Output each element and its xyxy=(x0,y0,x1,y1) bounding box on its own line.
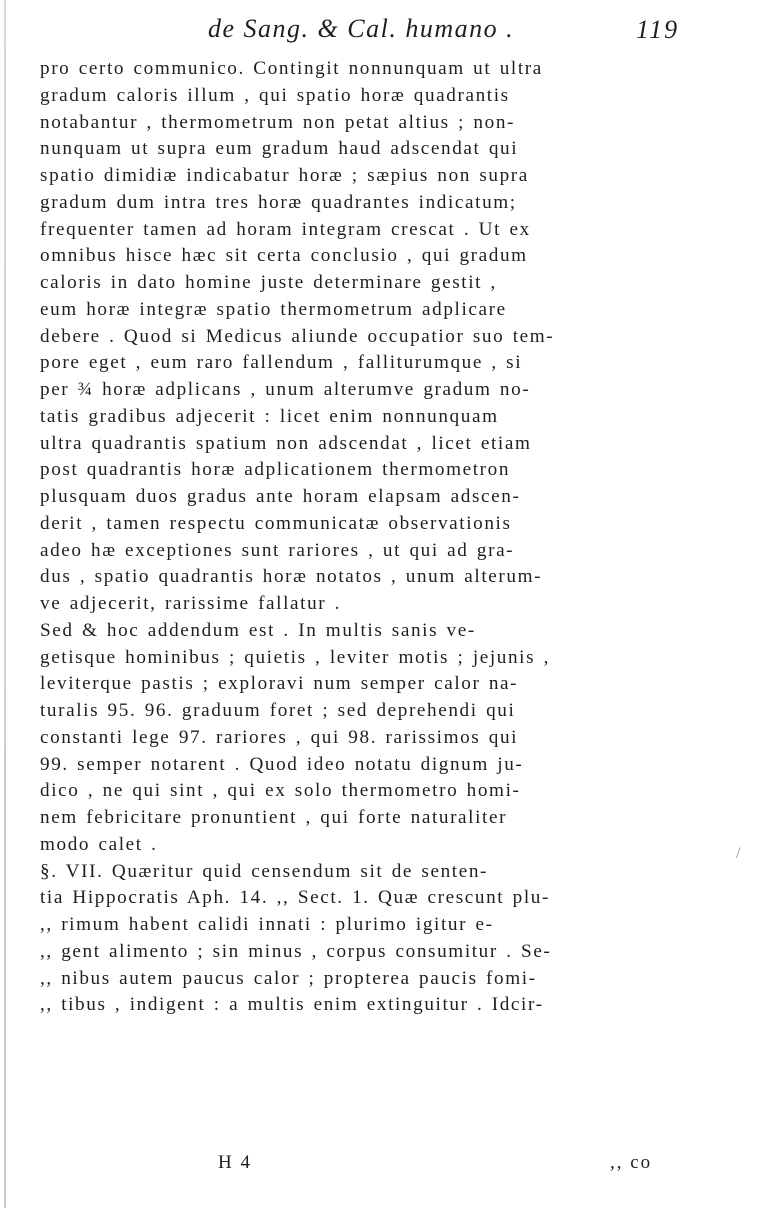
text-line: leviterque pastis ; exploravi num semper calor na- xyxy=(40,673,519,695)
text-line: nunquam ut supra eum gradum haud adscendat qui xyxy=(40,138,519,160)
text-line: modo calet . xyxy=(40,833,158,855)
text-line: eum horæ integræ spatio thermometrum adplicare xyxy=(40,298,507,320)
text-line: caloris in dato homine juste determinare gestit , xyxy=(40,272,497,293)
text-line: §. VII. Quæritur quid censendum sit de senten- xyxy=(40,860,489,882)
margin-mark: / xyxy=(736,845,741,862)
text-line: Sed & hoc addendum est . In multis sanis ve- xyxy=(40,619,476,641)
page-gutter-edge xyxy=(4,0,6,1208)
page-footer xyxy=(40,1152,720,1192)
text-line: turalis 95. 96. graduum foret ; sed deprehendi qui xyxy=(40,700,516,721)
text-line: per ¾ horæ adplicans , unum alterumve gradum no- xyxy=(40,379,531,400)
text-line: tatis gradibus adjecerit : licet enim nonnunquam xyxy=(40,405,499,427)
text-line: ,, gent alimento ; sin minus , corpus consumitur . Se- xyxy=(40,940,552,962)
text-line: getisque hominibus ; quietis , leviter motis ; jejunis , xyxy=(40,646,550,668)
text-line: ,, nibus autem paucus calor ; propterea paucis fomi- xyxy=(40,967,537,989)
text-line: 99. semper notarent . Quod ideo notatu dignum ju- xyxy=(40,753,524,775)
body-text xyxy=(40,56,720,1019)
text-line: pore eget , eum raro fallendum , falliturumque , si xyxy=(40,352,523,374)
text-line: omnibus hisce hæc sit certa conclusio , qui gradum xyxy=(40,245,528,267)
text-line: plusquam duos gradus ante horam elapsam adscen- xyxy=(40,486,521,507)
text-line: debere . Quod si Medicus aliunde occupatior suo tem- xyxy=(40,325,555,347)
text-line: frequenter tamen ad horam integram crescat . Ut ex xyxy=(40,218,531,240)
text-line: adeo hæ exceptiones sunt rariores , ut qui ad gra- xyxy=(40,539,515,561)
text-line: ,, rimum habent calidi innati : plurimo igitur e- xyxy=(40,914,494,935)
text-line: pro certo communico. Contingit nonnunquam ut ultra xyxy=(40,58,543,79)
signature-mark: H 4 xyxy=(218,1152,252,1173)
page-number: 119 xyxy=(636,15,680,44)
text-line: ultra quadrantis spatium non adscendat , licet etiam xyxy=(40,432,532,454)
text-line: tia Hippocratis Aph. 14. ,, Sect. 1. Quæ crescunt plu- xyxy=(40,887,550,909)
text-line: post quadrantis horæ adplicationem thermometron xyxy=(40,459,511,481)
text-line: gradum caloris illum , qui spatio horæ quadrantis xyxy=(40,84,510,106)
text-line: constanti lege 97. rariores , qui 98. rarissimos qui xyxy=(40,726,519,748)
text-line: derit , tamen respectu communicatæ observationis xyxy=(40,512,512,534)
text-line: spatio dimidiæ indicabatur horæ ; sæpius non supra xyxy=(40,165,529,186)
text-line: dico , ne qui sint , qui ex solo thermometro homi- xyxy=(40,780,521,802)
catchword: ,, co xyxy=(610,1152,653,1173)
text-line: dus , spatio quadrantis horæ notatos , unum alterum- xyxy=(40,566,543,588)
page-header xyxy=(40,14,720,54)
text-line: nem febricitare pronuntient , qui forte naturaliter xyxy=(40,807,508,828)
running-title: de Sang. & Cal. humano . xyxy=(208,14,515,43)
text-line: notabantur , thermometrum non petat altius ; non- xyxy=(40,111,515,133)
text-line: ve adjecerit, rarissime fallatur . xyxy=(40,593,342,614)
text-line: gradum dum intra tres horæ quadrantes indicatum; xyxy=(40,191,517,213)
text-line: ,, tibus , indigent : a multis enim extinguitur . Idcir- xyxy=(40,994,544,1016)
